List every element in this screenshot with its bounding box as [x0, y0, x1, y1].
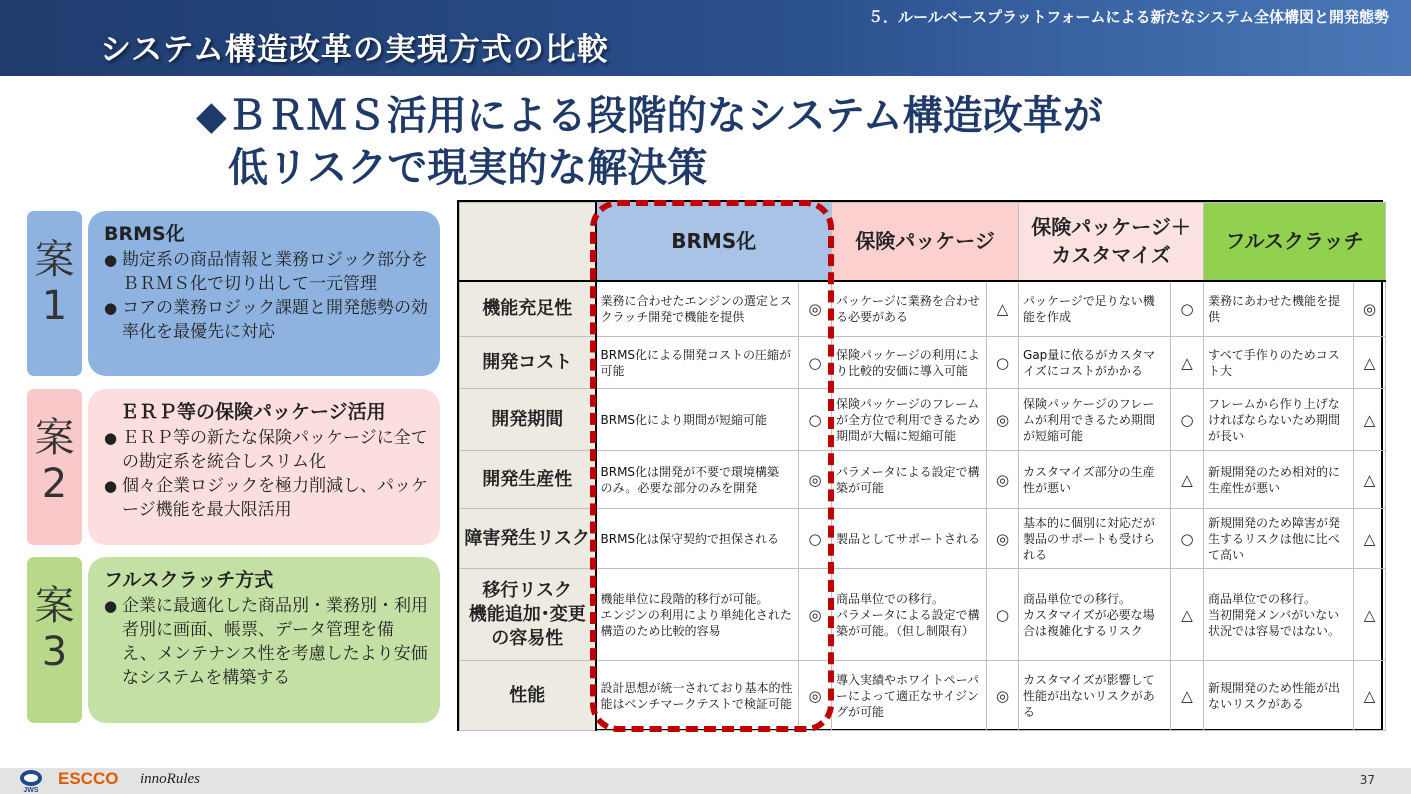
plan-box-1	[88, 211, 440, 376]
cell-description: 基本的に個別に対応だが製品のサポートも受けられる	[1019, 509, 1171, 569]
cell-rating-mark: ○	[799, 337, 832, 389]
cell-rating-mark: △	[1354, 451, 1386, 509]
section-title: ５．ルールベースプラットフォームによる新たなシステム全体構図と開発態勢	[868, 8, 1389, 26]
cell-description: すべて手作りのためコスト大	[1204, 337, 1354, 389]
plan-title: ＥＲＰ等の保険パッケージ活用	[120, 401, 386, 423]
svg-text:JWS: JWS	[23, 787, 39, 793]
plan-bullet: ● コアの業務ロジック課題と開発態勢の効率化を最優先に対応	[104, 296, 428, 344]
page-number: 37	[1359, 773, 1375, 787]
cell-rating-mark: ◎	[799, 281, 832, 337]
cell-rating-mark: △	[1171, 661, 1204, 731]
plan-tag-2	[27, 389, 82, 545]
cell-description: BRMS化により期間が短縮可能	[596, 389, 799, 451]
row-header: 性能	[460, 661, 596, 731]
cell-rating-mark: ○	[987, 569, 1019, 661]
table-row	[460, 451, 1386, 509]
cell-description: 新規開発のため障害が発生するリスクは他に比べて高い	[1204, 509, 1354, 569]
row-header: 移行リスク 機能追加･変更の容易性	[460, 569, 596, 661]
plan-box-2	[88, 389, 440, 545]
row-header: 開発期間	[460, 389, 596, 451]
plan-tag-label: 案	[34, 583, 75, 629]
cell-description: 商品単位での移行。 当初開発メンバがいない状況では容易ではない。	[1204, 569, 1354, 661]
cell-description: 導入実績やホワイトペーパーによって適正なサイジングが可能	[832, 661, 987, 731]
plan-bullet: ● 勘定系の商品情報と業務ロジック部分をＢＲＭＳ化で切り出して一元管理	[104, 248, 428, 296]
cell-description: BRMS化は保守契約で担保される	[596, 509, 799, 569]
plan-bullet: ● 個々企業ロジックを極力削減し、パッケージ機能を最大限活用	[104, 474, 428, 522]
cell-rating-mark: ◎	[799, 661, 832, 731]
cell-rating-mark: △	[1171, 337, 1204, 389]
header-banner	[0, 0, 1411, 76]
plan-bullet: ● 企業に最適化した商品別・業務別・利用者別に画面、帳票、データ管理を備え、メンテナンス性を考慮したより安価なシステムを構築する	[104, 594, 428, 690]
row-header: 機能充足性	[460, 281, 596, 337]
plan-title: フルスクラッチ方式	[104, 569, 274, 591]
cell-rating-mark: ◎	[1354, 281, 1386, 337]
cell-rating-mark: ◎	[987, 451, 1019, 509]
cell-rating-mark: △	[1354, 337, 1386, 389]
cell-description: 設計思想が統一されており基本的性能はベンチマークテストで検証可能	[596, 661, 799, 731]
cell-description: 商品単位での移行。 カスタマイズが必要な場合は複雑化するリスク	[1019, 569, 1171, 661]
column-header: 保険パッケージ＋ カスタマイズ	[1019, 203, 1204, 281]
cell-description: カスタマイズが影響して性能が出ないリスクがある	[1019, 661, 1171, 731]
cell-rating-mark: ◎	[799, 451, 832, 509]
plan-tag-number: 1	[41, 283, 68, 329]
cell-description: BRMS化は開発が不要で環境構築 のみ。必要な部分のみを開発	[596, 451, 799, 509]
column-header: BRMS化	[596, 203, 832, 281]
cell-rating-mark: △	[1171, 569, 1204, 661]
table-row	[460, 569, 1386, 661]
cell-rating-mark: ○	[1171, 509, 1204, 569]
plan-tag-1	[27, 211, 82, 376]
plan-tag-label: 案	[34, 237, 75, 283]
plan-bullet: ● ＥＲＰ等の新たな保険パッケージに全ての勘定系を統合しスリム化	[104, 426, 428, 474]
cell-rating-mark: ◎	[987, 509, 1019, 569]
cell-description: フレームから作り上げなければならないため期間が長い	[1204, 389, 1354, 451]
cell-description: パッケージに業務を合わせる必要がある	[832, 281, 987, 337]
plan-tag-number: 2	[41, 461, 68, 507]
cell-rating-mark: ○	[1171, 389, 1204, 451]
cell-rating-mark: ◎	[987, 661, 1019, 731]
table-row	[460, 661, 1386, 731]
cell-description: パラメータによる設定で構築が可能	[832, 451, 987, 509]
cell-rating-mark: ◎	[799, 569, 832, 661]
headline-line1: ◆ＢＲＭＳ活用による段階的なシステム構造改革が	[196, 93, 1103, 139]
cell-description: カスタマイズ部分の生産性が悪い	[1019, 451, 1171, 509]
column-header: 保険パッケージ	[832, 203, 1019, 281]
cell-rating-mark: △	[1354, 389, 1386, 451]
cell-description: 保険パッケージのフレームが全方位で利用できるため期間が大幅に短縮可能	[832, 389, 987, 451]
table-header-row	[460, 203, 1386, 281]
table-row	[460, 509, 1386, 569]
cell-description: 新規開発のため相対的に生産性が悪い	[1204, 451, 1354, 509]
cell-description: 業務に合わせたエンジンの選定とスクラッチ開発で機能を提供	[596, 281, 799, 337]
row-header: 開発コスト	[460, 337, 596, 389]
table-row	[460, 337, 1386, 389]
headline-line2: 低リスクで現実的な解決策	[228, 145, 708, 191]
escco-logo: ESCCO	[58, 769, 119, 788]
headline	[196, 90, 1103, 194]
cell-description: BRMS化による開発コストの圧縮が 可能	[596, 337, 799, 389]
cell-description: 業務にあわせた機能を提供	[1204, 281, 1354, 337]
cell-description: パッケージで足りない機能を作成	[1019, 281, 1171, 337]
cell-description: 保険パッケージの利用により比較的安価に導入可能	[832, 337, 987, 389]
plan-title: BRMS化	[104, 223, 185, 245]
cell-rating-mark: ○	[987, 337, 1019, 389]
table-corner	[460, 203, 596, 281]
row-header: 障害発生リスク	[460, 509, 596, 569]
jws-logo-icon	[18, 769, 44, 793]
cell-rating-mark: △	[1354, 661, 1386, 731]
table-row	[460, 281, 1386, 337]
cell-rating-mark: △	[1354, 569, 1386, 661]
cell-rating-mark: ◎	[987, 389, 1019, 451]
cell-rating-mark: △	[1171, 451, 1204, 509]
cell-rating-mark: ○	[1171, 281, 1204, 337]
cell-rating-mark: △	[987, 281, 1019, 337]
cell-rating-mark: △	[1354, 509, 1386, 569]
cell-description: 製品としてサポートされる	[832, 509, 987, 569]
cell-description: 商品単位での移行。 パラメータによる設定で構築が可能。（但し制限有）	[832, 569, 987, 661]
plan-tag-label: 案	[34, 415, 75, 461]
plan-tag-number: 3	[41, 629, 68, 675]
cell-description: Gap量に依るがカスタマイズにコストがかかる	[1019, 337, 1171, 389]
plan-box-3	[88, 557, 440, 723]
slide-title: システム構造改革の実現方式の比較	[100, 32, 609, 68]
column-header: フルスクラッチ	[1204, 203, 1386, 281]
cell-rating-mark: ○	[799, 389, 832, 451]
footer	[0, 768, 1411, 794]
cell-description: 新規開発のため性能が出ないリスクがある	[1204, 661, 1354, 731]
row-header: 開発生産性	[460, 451, 596, 509]
comparison-table	[457, 200, 1383, 731]
innorules-logo: innoRules	[140, 771, 200, 787]
plan-tag-3	[27, 557, 82, 723]
table-row	[460, 389, 1386, 451]
cell-description: 機能単位に段階的移行が可能。 エンジンの利用により単純化された構造のため比較的容易	[596, 569, 799, 661]
cell-description: 保険パッケージのフレームが利用できるため期間が短縮可能	[1019, 389, 1171, 451]
cell-rating-mark: ○	[799, 509, 832, 569]
